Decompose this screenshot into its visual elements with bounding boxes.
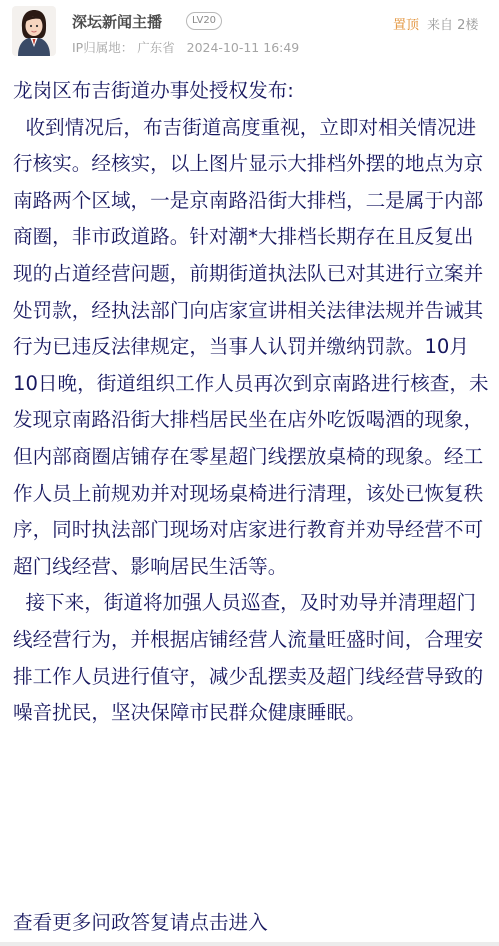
more-replies-link[interactable]: 查看更多问政答复请点击进入	[13, 911, 268, 934]
content-heading: 龙岗区布吉街道办事处授权发布:	[13, 79, 294, 102]
post-content	[13, 73, 493, 732]
author-name[interactable]: 深坛新闻主播	[72, 13, 163, 31]
anchor-avatar-icon	[12, 6, 56, 56]
floor-label: 来自 2楼	[427, 18, 479, 33]
avatar[interactable]	[12, 6, 56, 56]
level-badge: LV20	[186, 12, 222, 30]
post-header	[0, 0, 499, 66]
content-paragraph: 接下来，街道将加强人员巡查，及时劝导并清理超门线经营行为，并根据店铺经营人流量旺盛时间，合理安排工作人员进行值守，减少乱摆卖及超门线经营导致的噪音扰民，坚决保障市民群众健康睡眠。	[13, 591, 484, 725]
post-meta: IP归属地： 广东省 2024-10-11 16:49	[72, 40, 300, 55]
content-paragraph: 收到情况后，布吉街道高度重视，立即对相关情况进行核实。经核实，以上图片显示大排档外摆的地点为京南路两个区域，一是京南路沿街大排档，二是属于内部商圈，非市政道路。针对潮*大排档长期存在且反复出现的占道经营问题，前期街道执法队已对其进行立案并处罚款，经执法部门向店家宣讲相关法律法规并告诫其行为已违反法律规定，当事人认罚并缴纳罚款。10月10日晚，街道组织工作人员再次到京南路进行核查，未发现京南路沿街大排档居民坐在店外吃饭喝酒的现象，但内部商圈店铺存在零星超门线摆放桌椅的现象。经工作人员上前规劝并对现场桌椅进行清理，该处已恢复秩序，同时执法部门现场对店家进行教育并劝导经营不可超门线经营、影响居民生活等。	[13, 115, 489, 578]
bottom-divider	[0, 942, 499, 946]
pinned-badge: 置顶	[393, 18, 420, 33]
